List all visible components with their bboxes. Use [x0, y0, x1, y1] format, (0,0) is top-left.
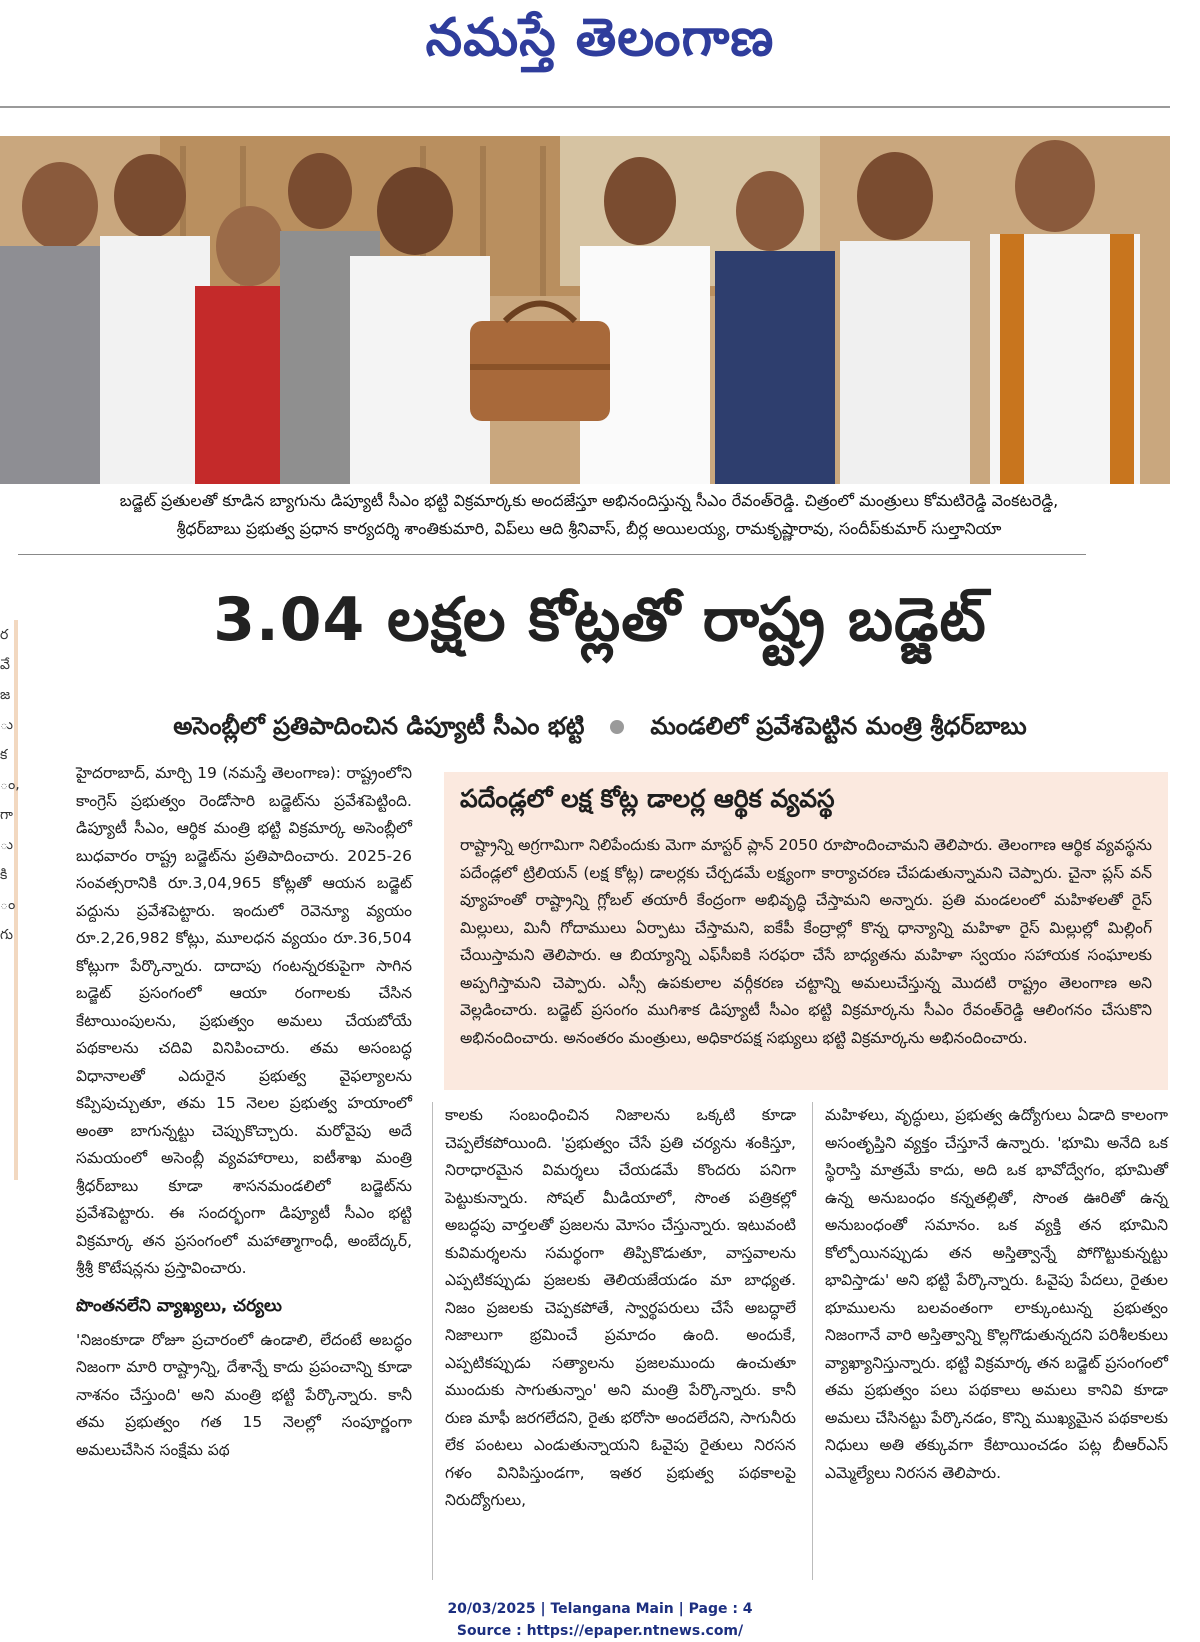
- caption-rule: [18, 554, 1086, 555]
- article-column-1: [76, 760, 412, 1580]
- strip-glyph: ం,: [0, 777, 20, 793]
- article-subheading: పొంతనలేని వ్యాఖ్యలు, చర్యలు: [76, 1295, 282, 1316]
- subhead-left: అసెంబ్లీలో ప్రతిపాదించిన డిప్యూటీ సీఎం భట్టి: [173, 712, 585, 740]
- masthead: [0, 0, 1200, 108]
- adjacent-article-strip: [0, 620, 18, 1180]
- news-photo: [0, 136, 1170, 484]
- newspaper-logo: నమస్తే తెలంగాణ: [425, 8, 775, 68]
- strip-glyph: క: [0, 747, 8, 763]
- main-headline: 3.04 లక్షల కోట్లతో రాష్ట్ర బడ్జెట్: [213, 585, 987, 655]
- box-title: పదేండ్లలో లక్ష కోట్ల డాలర్ల ఆర్థిక వ్యవస్థ: [460, 784, 835, 813]
- photo-illustration: [0, 136, 1170, 484]
- strip-glyph: ు: [0, 837, 13, 853]
- article-paragraph: కాలకు సంబంధించిన నిజాలను ఒక్కటి కూడా చెప్పలేకపోయింది. 'ప్రభుత్వం చేసే ప్రతి చర్యను శంకిస్తూ, నిరాధారమైన విమర్శలు చేయడమే కొందరు పనిగా పెట్టుకున్నారు. సోషల్ మీడియాలో, సొంత పత్రికల్లో అబద్ధపు వార్తలతో ప్రజలను మోసం చేస్తున్నారు. ఇటువంటి కువిమర్శలను సమర్థంగా తిప్పికొడుతూ, వాస్తవాలను ఎప్పటికప్పుడు ప్రజలకు తెలియజేయడం మా బాధ్యత. నిజం ప్రజలకు చెప్పకపోతే, స్వార్థపరులు చేసే అబద్ధాలే నిజాలుగా భ్రమించే ప్రమాదం ఉంది. అందుకే, ఎప్పటికప్పుడు సత్యాలను ప్రజలముందు ఉంచుతూ ముందుకు సాగుతున్నాం' అని మంత్రి పేర్కొన్నారు. కానీ రుణ మాఫీ జరగలేదని, రైతు భరోసా అందలేదని, సాగునీరు లేక పంటలు ఎండుతున్నాయని ఓవైపు రైతులు నిరసన గళం వినిపిస్తుండగా, ఇతర ప్రభుత్వ పథకాలపై నిరుద్యోగులు,: [445, 1106, 796, 1509]
- footer-date-page: 20/03/2025 | Telangana Main | Page : 4: [447, 1601, 753, 1617]
- strip-glyph: ర: [0, 627, 9, 643]
- strip-glyph: ం: [0, 897, 16, 913]
- caption-line-2: శ్రీధర్‌బాబు ప్రభుత్వ ప్రధాన కార్యదర్శి శాంతికుమారి, విప్‌లు ఆది శ్రీనివాస్, బీర్ల అయిలయ్య, రామకృష్ణారావు, సందీప్‌కుమార్ సుల్తానియా: [176, 519, 1002, 538]
- highlight-box: [444, 772, 1168, 1090]
- article-paragraph: 'నిజంకూడా రోజూ ప్రచారంలో ఉండాలి, లేదంటే అబద్ధం నిజంగా మారి రాష్ట్రాన్ని, దేశాన్నే కాదు ప్రపంచాన్ని కూడా నాశనం చేస్తుంది' అని మంత్రి భట్టి పేర్కొన్నారు. కానీ తమ ప్రభుత్వం గత 15 నెలల్లో సంపూర్ణంగా అమలుచేసిన సంక్షేమ పథ: [76, 1330, 412, 1459]
- footer-source[interactable]: Source : https://epaper.ntnews.com/: [456, 1623, 744, 1639]
- subheadline: [0, 712, 1200, 746]
- page-footer: [0, 1598, 1200, 1642]
- strip-glyph: వే: [0, 657, 10, 673]
- caption-line-1: బడ్జెట్ ప్రతులతో కూడిన బ్యాగును డిప్యూటీ సీఎం భట్టి విక్రమార్కకు అందజేస్తూ అభినందిస్తున్న సీఎం రేవంత్‌రెడ్డి. చిత్రంలో మంత్రులు కోమటిరెడ్డి వెంకటరెడ్డి,: [119, 491, 1059, 510]
- article-paragraph: హైదరాబాద్, మార్చి 19 (నమస్తే తెలంగాణ): రాష్ట్రంలోని కాంగ్రెస్ ప్రభుత్వం రెండోసారి బడ్జెట్‌ను ప్రవేశపెట్టింది. డిప్యూటీ సీఎం, ఆర్థిక మంత్రి భట్టి విక్రమార్క అసెంబ్లీలో బుధవారం రాష్ట్ర బడ్జెట్‌ను ప్రతిపాదించారు. 2025-26 సంవత్సరానికి రూ.3,04,965 కోట్లతో ఆయన బడ్జెట్ పద్దును ప్రవేశపెట్టారు. ఇందులో రెవెన్యూ వ్యయం రూ.2,26,982 కోట్లు, మూలధన వ్యయం రూ.36,504 కోట్లుగా పేర్కొన్నారు. దాదాపు గంటన్నరకుపైగా సాగిన బడ్జెట్ ప్రసంగంలో ఆయా రంగాలకు చేసిన కేటాయింపులను, ప్రభుత్వం అమలు చేయబోయే పథకాలను చదివి వినిపించారు. తమ అసంబద్ధ విధానాలతో ఎదురైన ప్రభుత్వ వైఫల్యాలను కప్పిపుచ్చుతూ, తమ 15 నెలల ప్రభుత్వ హయాంలో అంతా బాగున్నట్టు చెప్పుకొచ్చారు. మరోవైపు అదే సమయంలో అసెంబ్లీ వ్యవహారాలు, ఐటీశాఖ మంత్రి శ్రీధర్‌బాబు కూడా శాసనమండలిలో బడ్జెట్‌ను ప్రవేశపెట్టారు. ఈ సందర్భంగా డిప్యూటీ సీఎం భట్టి విక్రమార్క తన ప్రసంగంలో మహాత్మాగాంధీ, అంబేద్కర్, శ్రీశ్రీ కొటేషన్లను ప్రస్తావించారు.: [76, 764, 412, 1277]
- strip-glyph: గు: [0, 927, 14, 943]
- photo-caption: [14, 487, 1164, 543]
- strip-glyph: ు: [0, 717, 13, 733]
- bullet-separator: [610, 720, 624, 734]
- strip-glyph: జ: [0, 687, 11, 703]
- box-body: రాష్ట్రాన్ని అగ్రగామిగా నిలిపేందుకు మెగా మాస్టర్ ప్లాన్ 2050 రూపొందించామని తెలిపారు. తెలంగాణ ఆర్థిక వ్యవస్థను పదేండ్లలో ట్రిలియన్ (లక్ష కోట్ల) డాలర్లకు చేర్చడమే లక్ష్యంగా కార్యాచరణ చేపడుతున్నామని చెప్పారు. చైనా ప్లస్ వన్ వ్యూహంతో రాష్ట్రాన్ని గ్లోబల్ తయారీ కేంద్రంగా అభివృద్ధి చేస్తామని అన్నారు. ప్రతి మండలంలో మహిళలతో రైస్ మిల్లులు, మినీ గోదాములు ఏర్పాటు చేస్తామని, ఐకేపీ కేంద్రాల్లో కొన్న ధాన్యాన్ని మహిళా రైస్ మిల్లుల్లో మిల్లింగ్ చేయిస్తామని తెలిపారు. ఆ బియ్యాన్ని ఎఫ్‌సీఐకి సరఫరా చేసే బాధ్యతను మహిళా స్వయం సహాయక సంఘాలకు అప్పగిస్తామని చెప్పారు. ఎస్సీ ఉపకులాల వర్గీకరణ చట్టాన్ని అమలుచేస్తున్న మొదటి రాష్ట్రం తెలంగాణ అని వెల్లడించారు. బడ్జెట్ ప్రసంగం ముగిశాక డిప్యూటీ సీఎం భట్టి విక్రమార్కను సీఎం రేవంత్‌రెడ్డి ఆలింగనం చేసుకొని అభినందించారు. అనంతరం మంత్రులు, అధికారపక్ష సభ్యులు భట్టి విక్రమార్కను అభినందించారు.: [460, 836, 1152, 1047]
- article-column-3: [812, 1102, 1168, 1580]
- subhead-right: మండలిలో ప్రవేశపెట్టిన మంత్రి శ్రీధర్‌బాబు: [650, 712, 1027, 740]
- article-paragraph: మహిళలు, వృద్ధులు, ప్రభుత్వ ఉద్యోగులు ఏడాది కాలంగా అసంతృప్తిని వ్యక్తం చేస్తూనే ఉన్నారు. 'భూమి అనేది ఒక స్థిరాస్తి మాత్రమే కాదు, అది ఒక భావోద్వేగం, భూమితో ఉన్న అనుబంధం కన్నతల్లితో, సొంత ఊరితో ఉన్న అనుబంధంతో సమానం. ఒక వ్యక్తి తన భూమిని కోల్పోయినప్పుడు తన అస్తిత్వాన్నే పోగొట్టుకున్నట్టు భావిస్తాడు' అని భట్టి పేర్కొన్నారు. ఓవైపు పేదలు, రైతుల భూములను బలవంతంగా లాక్కుంటున్న ప్రభుత్వం నిజంగానే వారి అస్తిత్వాన్ని కొల్లగొడుతున్నదని పరిశీలకులు వ్యాఖ్యానిస్తున్నారు. భట్టి విక్రమార్క తన బడ్జెట్ ప్రసంగంలో తమ ప్రభుత్వం పలు పథకాలు అమలు కానివి కూడా అమలు చేసినట్టు పేర్కొనడం, కొన్ని ముఖ్యమైన పథకాలకు నిధులు అతి తక్కువగా కేటాయించడం పట్ల బీఆర్ఎస్ ఎమ్మెల్యేలు నిరసన తెలిపారు.: [825, 1106, 1168, 1482]
- strip-glyph: కి: [0, 867, 8, 883]
- strip-glyph: గా: [0, 807, 13, 823]
- article-column-2: [432, 1102, 796, 1580]
- masthead-rule: [0, 106, 1170, 108]
